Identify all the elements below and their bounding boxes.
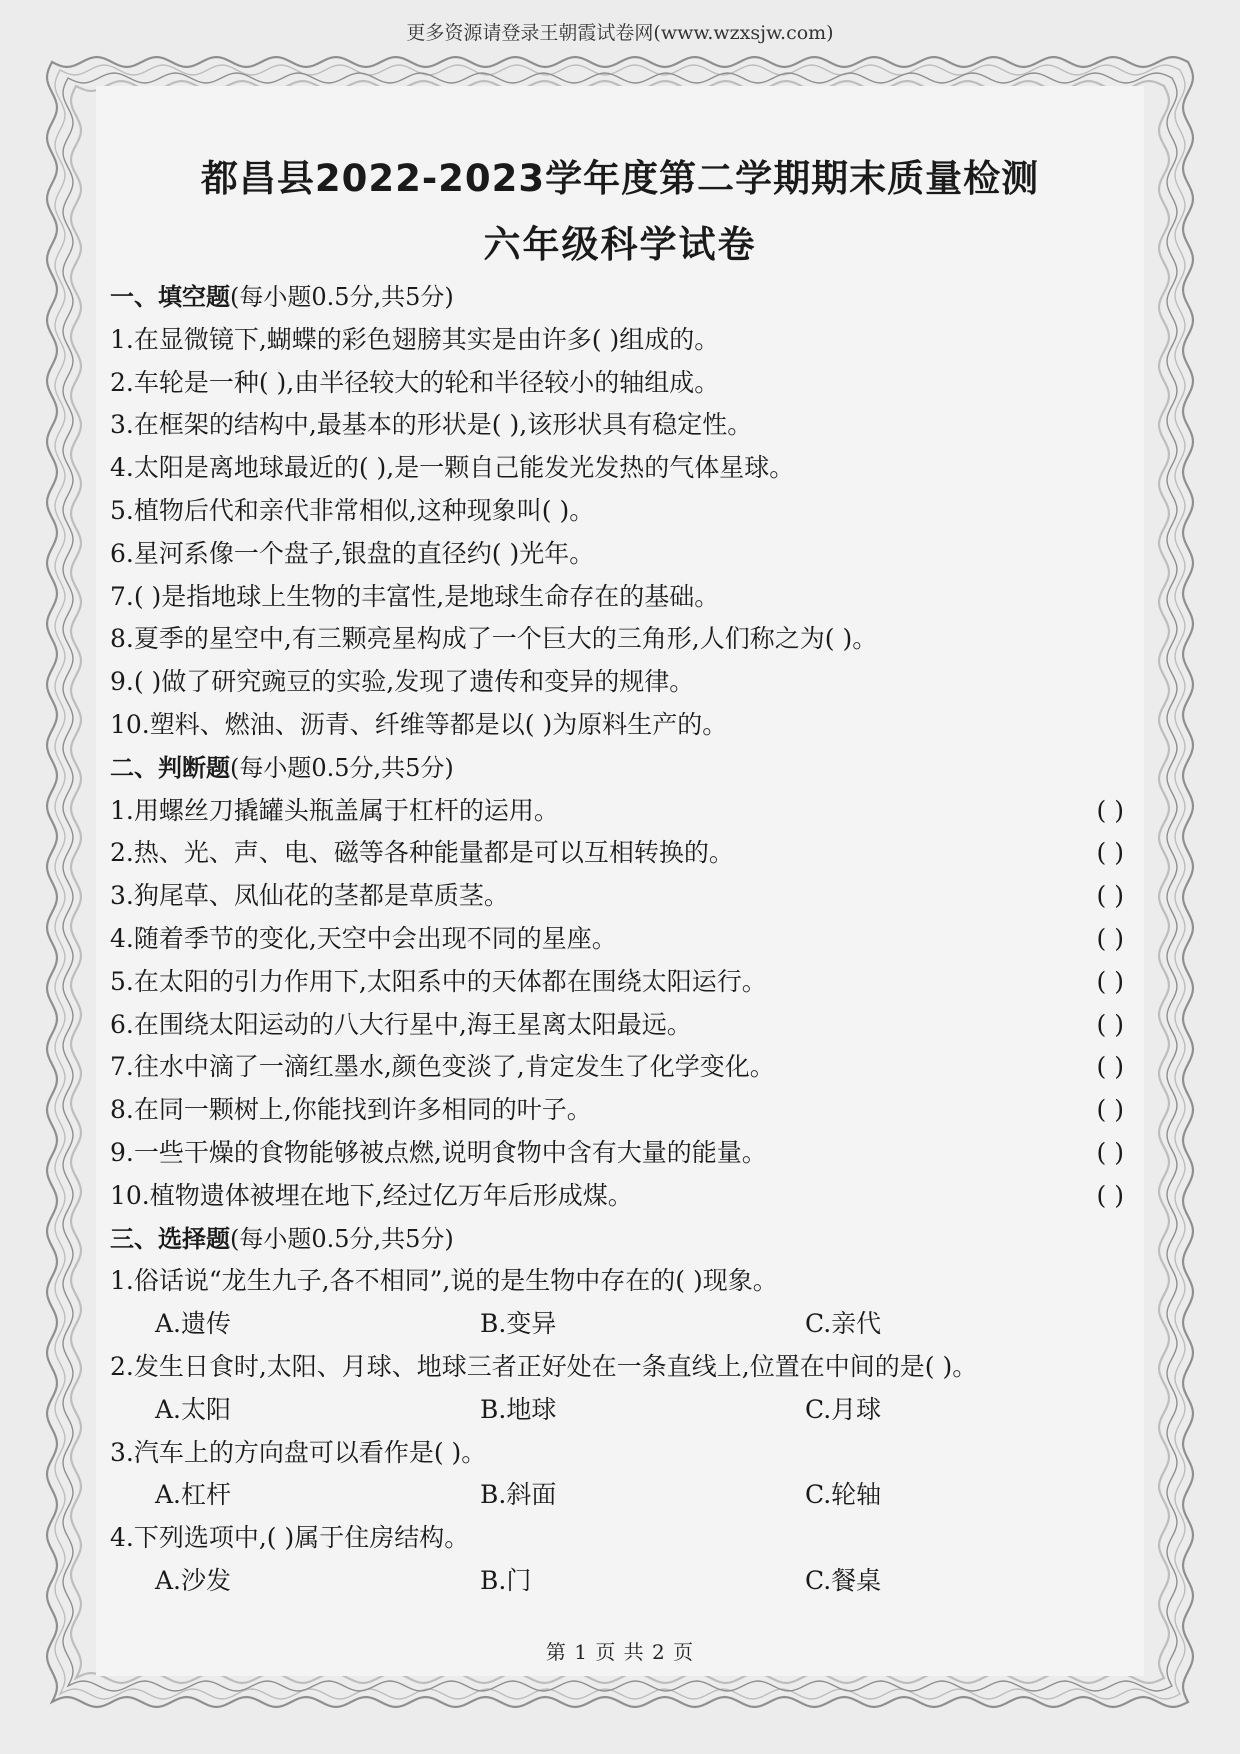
choice-options (110, 1303, 1130, 1346)
option-c: C.亲代 (805, 1309, 882, 1339)
choice-question: 4.下列选项中,( )属于住房结构。 (110, 1523, 470, 1553)
option-a: A.太阳 (155, 1394, 232, 1424)
answer-paren: ( ) (1096, 881, 1124, 911)
choice-question: 1.俗话说“龙生九子,各不相同”,说的是生物中存在的( )现象。 (110, 1266, 778, 1296)
answer-paren: ( ) (1096, 966, 1124, 996)
option-a: A.杠杆 (155, 1480, 232, 1510)
judge-line (110, 1004, 1130, 1047)
section-heading-fill-blank (110, 276, 1130, 319)
judge-line (110, 1132, 1130, 1175)
exam-content (110, 276, 1130, 1603)
choice-options (110, 1560, 1130, 1603)
judge-text: 8.在同一颗树上,你能找到许多相同的叶子。 (110, 1095, 592, 1125)
question-line: 8.夏季的星空中,有三颗亮星构成了一个巨大的三角形,人们称之为( )。 (110, 624, 878, 654)
top-banner: 更多资源请登录王朝霞试卷网(www.wzxsjw.com) (406, 22, 834, 44)
section-points: (每小题0.5分,共5分) (230, 753, 454, 782)
question-line: 1.在显微镜下,蝴蝶的彩色翅膀其实是由许多( )组成的。 (110, 324, 720, 354)
section-points: (每小题0.5分,共5分) (230, 283, 454, 311)
question-line: 4.太阳是离地球最近的( ),是一颗自己能发光发热的气体星球。 (110, 453, 795, 483)
question-line: 10.塑料、燃油、沥青、纤维等都是以( )为原料生产的。 (110, 709, 728, 739)
judge-text: 9.一些干燥的食物能够被点燃,说明食物中含有大量的能量。 (110, 1137, 767, 1167)
section-heading-true-false (110, 747, 1130, 790)
judge-text: 10.植物遗体被埋在地下,经过亿万年后形成煤。 (110, 1180, 633, 1210)
question-line: 9.( )做了研究豌豆的实验,发现了遗传和变异的规律。 (110, 667, 695, 697)
section-title: 三、选择题 (110, 1224, 230, 1253)
section-heading-multiple-choice (110, 1218, 1130, 1261)
choice-options (110, 1474, 1130, 1517)
page-footer: 第 1 页 共 2 页 (545, 1640, 695, 1664)
option-c: C.轮轴 (805, 1480, 882, 1510)
answer-paren: ( ) (1096, 1180, 1124, 1210)
answer-paren: ( ) (1096, 838, 1124, 868)
option-b: B.门 (480, 1565, 532, 1595)
choice-options (110, 1389, 1130, 1432)
judge-text: 6.在围绕太阳运动的八大行星中,海王星离太阳最远。 (110, 1009, 692, 1039)
option-b: B.变异 (480, 1309, 557, 1339)
exam-title: 都昌县2022-2023学年度第二学期期末质量检测 (200, 157, 1040, 200)
judge-text: 5.在太阳的引力作用下,太阳系中的天体都在围绕太阳运行。 (110, 966, 767, 996)
judge-text: 4.随着季节的变化,天空中会出现不同的星座。 (110, 923, 617, 953)
judge-text: 1.用螺丝刀撬罐头瓶盖属于杠杆的运用。 (110, 795, 559, 825)
judge-line (110, 790, 1130, 833)
answer-paren: ( ) (1096, 1137, 1124, 1167)
option-a: A.沙发 (155, 1565, 232, 1595)
option-b: B.斜面 (480, 1480, 557, 1510)
judge-line (110, 1089, 1130, 1132)
choice-question: 2.发生日食时,太阳、月球、地球三者正好处在一条直线上,位置在中间的是( )。 (110, 1351, 978, 1381)
question-line: 2.车轮是一种( ),由半径较大的轮和半径较小的轴组成。 (110, 367, 720, 397)
answer-paren: ( ) (1096, 795, 1124, 825)
judge-text: 7.往水中滴了一滴红墨水,颜色变淡了,肯定发生了化学变化。 (110, 1052, 775, 1082)
section-points: (每小题0.5分,共5分) (230, 1224, 454, 1253)
judge-line (110, 832, 1130, 875)
answer-paren: ( ) (1096, 1095, 1124, 1125)
answer-paren: ( ) (1096, 923, 1124, 953)
option-c: C.月球 (805, 1394, 882, 1424)
judge-text: 3.狗尾草、凤仙花的茎都是草质茎。 (110, 881, 509, 911)
option-b: B.地球 (480, 1394, 557, 1424)
judge-line (110, 961, 1130, 1004)
question-line: 7.( )是指地球上生物的丰富性,是地球生命存在的基础。 (110, 581, 720, 611)
judge-line (110, 875, 1130, 918)
judge-line (110, 1175, 1130, 1218)
question-line: 6.星河系像一个盘子,银盘的直径约( )光年。 (110, 538, 595, 568)
judge-line (110, 918, 1130, 961)
question-line: 5.植物后代和亲代非常相似,这种现象叫( )。 (110, 495, 595, 525)
section-title: 二、判断题 (110, 753, 230, 782)
option-a: A.遗传 (155, 1309, 232, 1339)
question-line: 3.在框架的结构中,最基本的形状是( ),该形状具有稳定性。 (110, 410, 753, 440)
exam-subtitle: 六年级科学试卷 (483, 223, 757, 266)
choice-question: 3.汽车上的方向盘可以看作是( )。 (110, 1437, 487, 1467)
judge-text: 2.热、光、声、电、磁等各种能量都是可以互相转换的。 (110, 838, 734, 868)
judge-line (110, 1046, 1130, 1089)
answer-paren: ( ) (1096, 1009, 1124, 1039)
answer-paren: ( ) (1096, 1052, 1124, 1082)
section-title: 一、填空题 (110, 283, 230, 311)
option-c: C.餐桌 (805, 1565, 882, 1595)
